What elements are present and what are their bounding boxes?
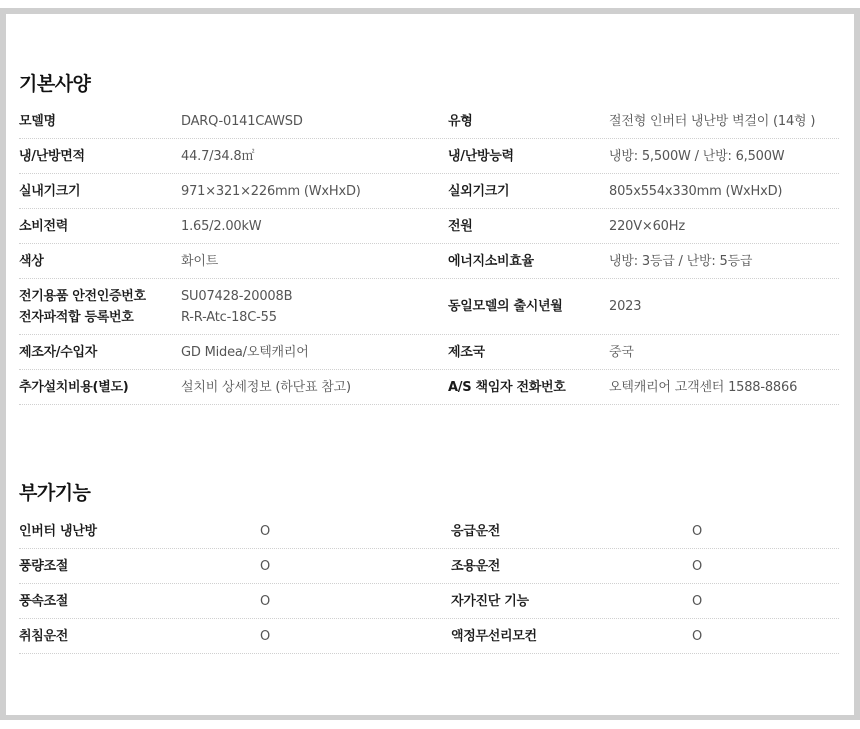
spec-row [19, 104, 839, 139]
spec-value: 1.65/2.00kW [181, 218, 262, 234]
spec-label: 제조자/수입자 [19, 344, 97, 360]
spec-value: 냉방: 3등급 / 난방: 5등급 [609, 253, 753, 269]
feature-row [19, 549, 839, 584]
spec-row [19, 335, 839, 370]
feature-row [19, 514, 839, 549]
feature-label: 자가진단 기능 [451, 593, 529, 609]
spec-row [19, 370, 839, 405]
spec-row [19, 279, 839, 335]
feature-label: 풍량조절 [19, 558, 69, 574]
feature-value: O [260, 523, 271, 539]
spec-row [19, 209, 839, 244]
feature-label: 취침운전 [19, 628, 69, 644]
feature-row [19, 619, 839, 654]
feature-row [19, 584, 839, 619]
spec-label: 냉/난방면적 [19, 148, 85, 164]
spec-label: A/S 책임자 전화번호 [448, 379, 566, 395]
spec-label: 추가설치비용(별도) [19, 379, 129, 395]
spec-value: 220V×60Hz [609, 218, 685, 234]
feature-section-title: 부가기능 [19, 482, 91, 504]
spec-value: 화이트 [181, 253, 219, 269]
spec-value: 오텍캐리어 고객센터 1588-8866 [609, 379, 798, 395]
feature-label: 조용운전 [451, 558, 501, 574]
spec-label: 실외기크기 [448, 183, 510, 199]
spec-row [19, 139, 839, 174]
feature-value: O [260, 593, 271, 609]
spec-value: 설치비 상세정보 (하단표 참고) [181, 379, 351, 395]
feature-label: 응급운전 [451, 523, 501, 539]
spec-value: 971×321×226mm (WxHxD) [181, 183, 361, 199]
feature-label: 액정무선리모컨 [451, 628, 537, 644]
spec-section-title: 기본사양 [19, 73, 91, 95]
spec-value: GD Midea/오텍캐리어 [181, 344, 309, 360]
feature-table [19, 514, 839, 654]
feature-value: O [260, 628, 271, 644]
spec-value: 44.7/34.8㎡ [181, 148, 255, 164]
spec-value: DARQ-0141CAWSD [181, 113, 303, 129]
spec-label: 에너지소비효율 [448, 253, 534, 269]
spec-value: 805x554x330mm (WxHxD) [609, 183, 783, 199]
spec-row [19, 174, 839, 209]
feature-value: O [692, 523, 703, 539]
spec-label: 소비전력 [19, 218, 69, 234]
spec-table [19, 104, 839, 405]
feature-label: 풍속조절 [19, 593, 69, 609]
feature-value: O [692, 558, 703, 574]
feature-value: O [692, 593, 703, 609]
feature-label: 인버터 냉난방 [19, 523, 97, 539]
spec-label: 실내기크기 [19, 183, 81, 199]
spec-value: 절전형 인버터 냉난방 벽걸이 (14형 ) [609, 113, 816, 129]
spec-panel [0, 8, 860, 720]
spec-label: 전기용품 안전인증번호 전자파적합 등록번호 [19, 288, 146, 325]
spec-label: 색상 [19, 253, 44, 269]
spec-label: 유형 [448, 113, 473, 129]
spec-row [19, 244, 839, 279]
spec-value: 2023 [609, 299, 642, 314]
feature-value: O [692, 628, 703, 644]
spec-label: 전원 [448, 218, 473, 234]
spec-label: 모델명 [19, 113, 56, 129]
spec-label: 냉/난방능력 [448, 148, 514, 164]
spec-label: 동일모델의 출시년월 [448, 299, 563, 314]
spec-label: 제조국 [448, 344, 485, 360]
feature-value: O [260, 558, 271, 574]
spec-value: SU07428-20008B R-R-Atc-18C-55 [181, 288, 293, 325]
spec-value: 중국 [609, 344, 634, 360]
spec-value: 냉방: 5,500W / 난방: 6,500W [609, 148, 785, 164]
